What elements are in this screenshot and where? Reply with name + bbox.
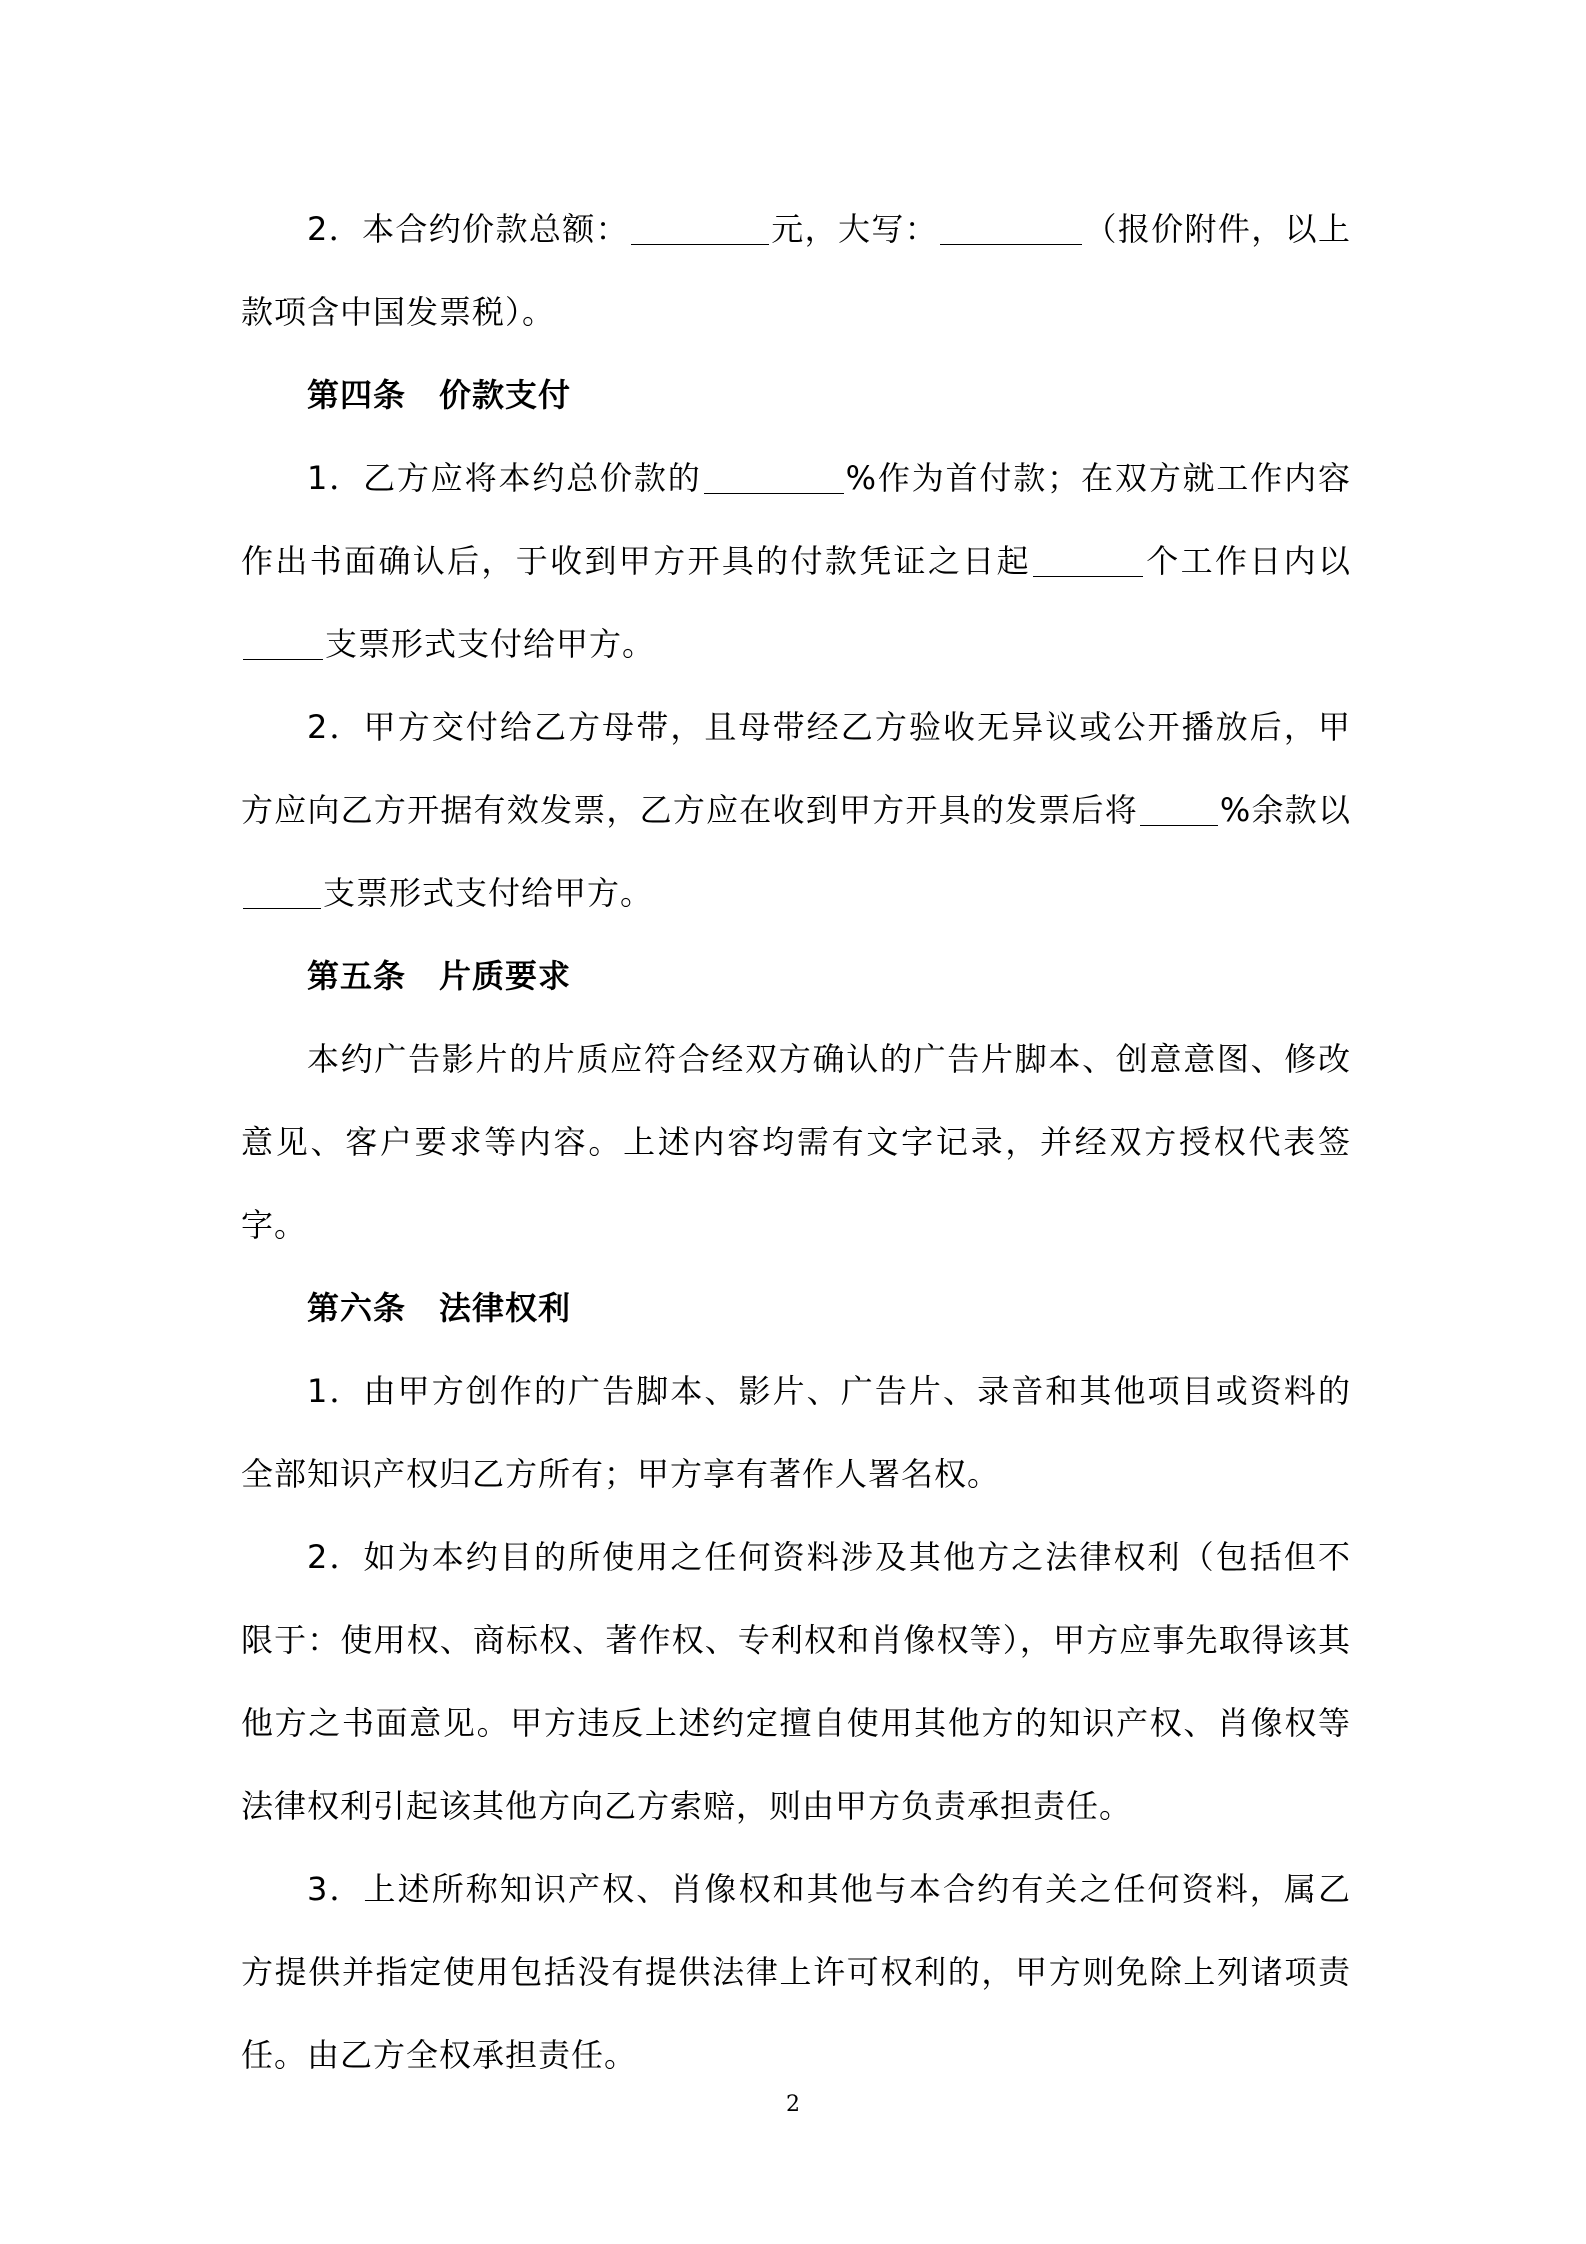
blank-working-days bbox=[1033, 544, 1143, 577]
text-segment: 2．本合约价款总额： bbox=[307, 210, 629, 248]
blank-balance-method bbox=[243, 876, 321, 909]
paragraph-first-payment bbox=[241, 437, 1351, 686]
text-segment: 支票形式支付给甲方。 bbox=[323, 874, 654, 912]
heading-article-6: 第六条 法律权利 bbox=[307, 1289, 572, 1327]
paragraph-contract-total bbox=[241, 188, 1351, 354]
blank-first-payment-percent bbox=[704, 461, 844, 494]
heading-article-5: 第五条 片质要求 bbox=[307, 957, 572, 995]
heading-article-4: 第四条 价款支付 bbox=[307, 376, 572, 414]
blank-total-amount bbox=[631, 212, 769, 245]
blank-amount-in-words bbox=[940, 212, 1082, 245]
blank-balance-percent bbox=[1140, 793, 1218, 826]
text-segment: %余款以 bbox=[1219, 791, 1351, 829]
blank-payment-method bbox=[243, 627, 323, 660]
page-number: 2 bbox=[786, 2092, 800, 2117]
text-segment: 个工作日内以 bbox=[1144, 542, 1351, 580]
paragraph-quality-requirements: 本约广告影片的片质应符合经双方确认的广告片脚本、创意意图、修改意见、客户要求等内容。上述内容均需有文字记录，并经双方授权代表签字。 bbox=[241, 1040, 1351, 1244]
text-segment: %作为首付款；在双方就工作内容作出书面确认后，于收到甲方开具的付款凭证之日起 bbox=[241, 459, 1351, 580]
text-segment: 1．乙方应将本约总价款的 bbox=[307, 459, 702, 497]
document-body bbox=[241, 188, 1351, 2097]
paragraph-liability-exemption: 3．上述所称知识产权、肖像权和其他与本合约有关之任何资料，属乙方提供并指定使用包括没有提供法律上许可权利的，甲方则免除上列诸项责任。由乙方全权承担责任。 bbox=[241, 1870, 1351, 2074]
paragraph-ip-ownership: 1．由甲方创作的广告脚本、影片、广告片、录音和其他项目或资料的全部知识产权归乙方所有；甲方享有著作人署名权。 bbox=[241, 1372, 1351, 1493]
paragraph-balance-payment bbox=[241, 686, 1351, 935]
text-segment: （报价附件，以上款项含中国发票税）。 bbox=[241, 210, 1351, 331]
text-segment: 元，大写： bbox=[770, 210, 939, 248]
paragraph-third-party-rights: 2．如为本约目的所使用之任何资料涉及其他方之法律权利（包括但不限于：使用权、商标权、著作权、专利权和肖像权等），甲方应事先取得该其他方之书面意见。甲方违反上述约定擅自使用其他方的知识产权、肖像权等法律权利引起该其他方向乙方索赔，则由甲方负责承担责任。 bbox=[241, 1538, 1351, 1825]
text-segment: 支票形式支付给甲方。 bbox=[325, 625, 656, 663]
text-segment: 2．甲方交付给乙方母带，且母带经乙方验收无异议或公开播放后，甲方应向乙方开据有效发票，乙方应在收到甲方开具的发票后将 bbox=[241, 708, 1351, 829]
